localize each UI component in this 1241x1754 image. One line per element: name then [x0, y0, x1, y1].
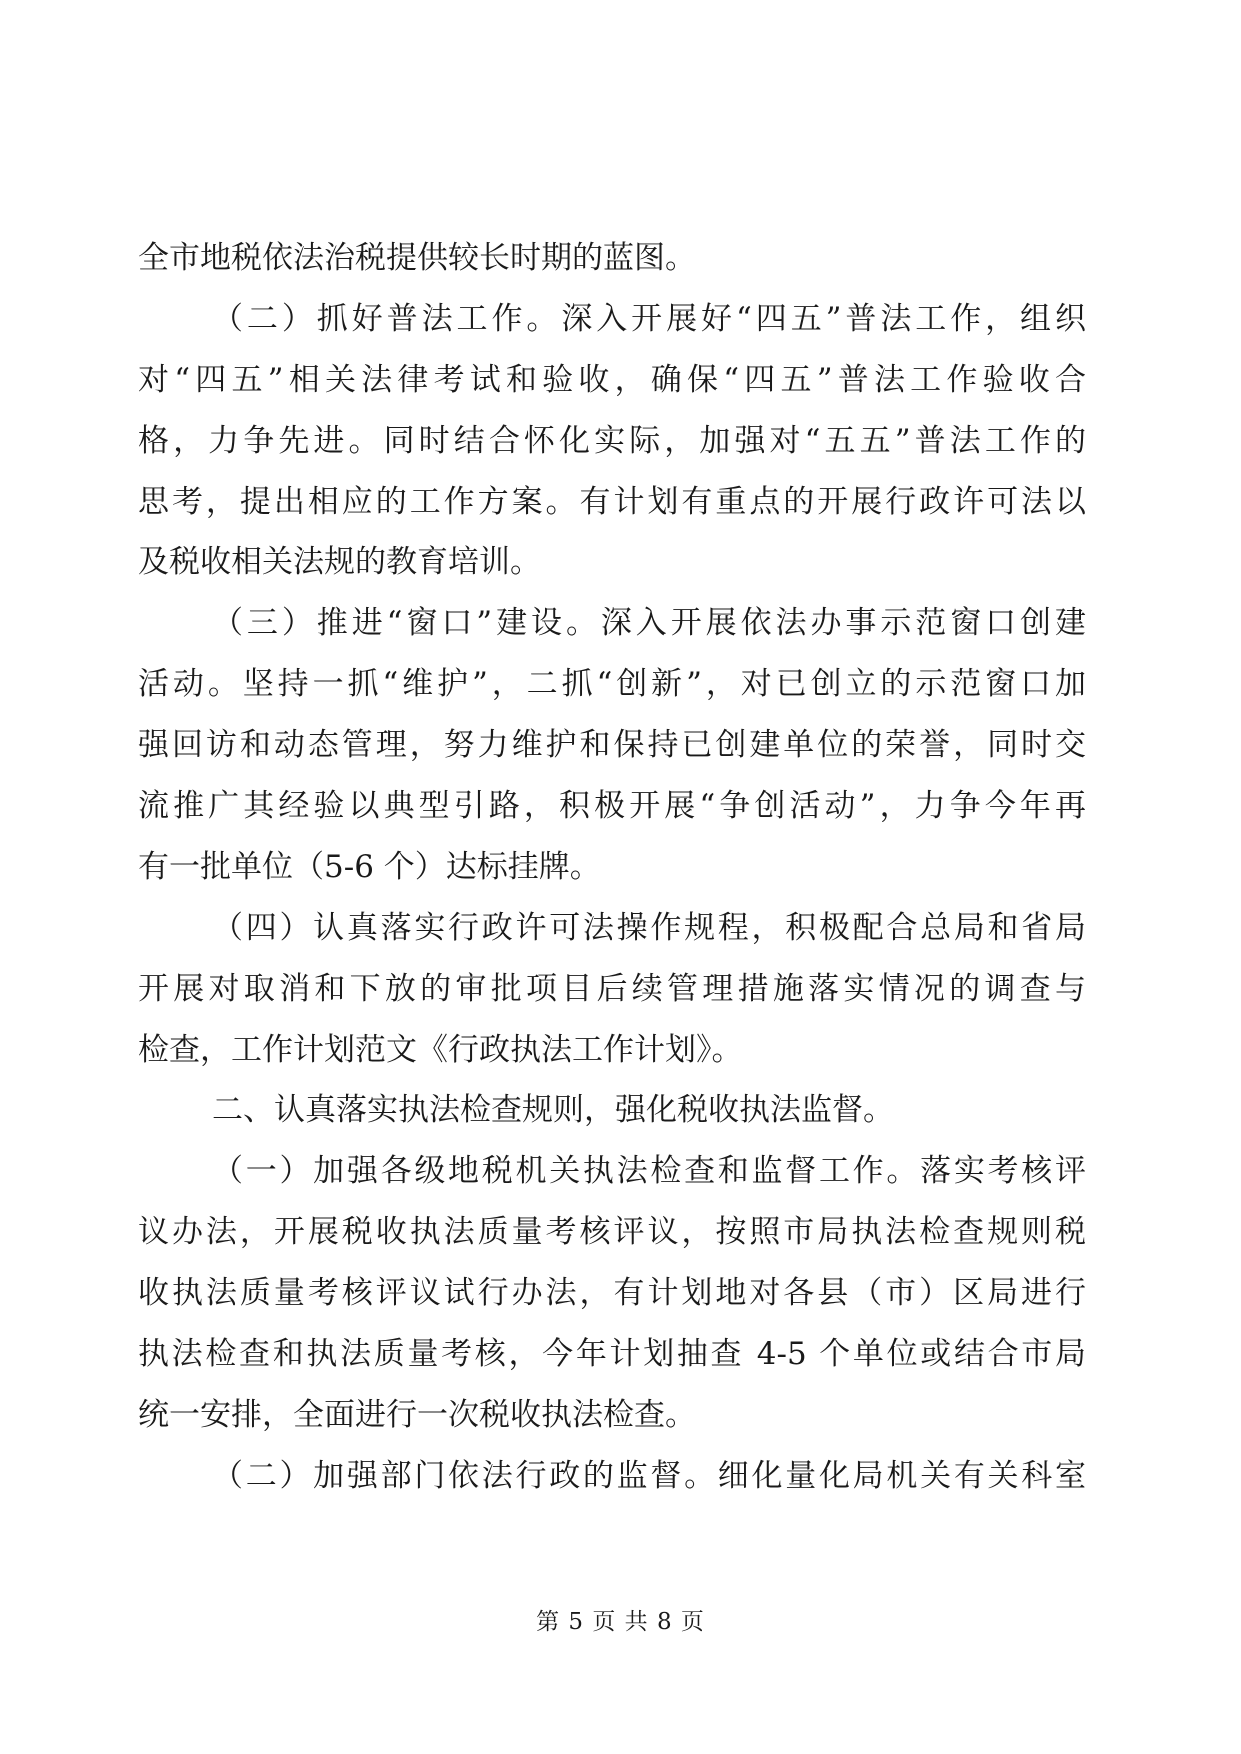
text-line: 活动。坚持一抓“维护”，二抓“创新”，对已创立的示范窗口加	[138, 666, 1086, 703]
text-line: 议办法，开展税收执法质量考核评议，按照市局执法检查规则税	[138, 1214, 1086, 1251]
text-line: （一）加强各级地税机关执法检查和监督工作。落实考核评	[212, 1153, 1086, 1190]
text-line: （四）认真落实行政许可法操作规程，积极配合总局和省局	[212, 909, 1086, 946]
text-line: 检查，工作计划范文《行政执法工作计划》。	[138, 1031, 743, 1068]
text-line: 收执法质量考核评议试行办法，有计划地对各县（市）区局进行	[138, 1275, 1086, 1312]
text-line: 及税收相关法规的教育培训。	[138, 544, 541, 581]
text-line: （三）推进“窗口”建设。深入开展依法办事示范窗口创建	[212, 605, 1086, 642]
text-line: 全市地税依法治税提供较长时期的蓝图。	[138, 240, 696, 276]
text-line: 思考，提出相应的工作方案。有计划有重点的开展行政许可法以	[138, 483, 1086, 520]
text-line: 执法检查和执法质量考核，今年计划抽查 4-5 个单位或结合市局	[138, 1336, 1086, 1373]
text-line: 对“四五”相关法律考试和验收，确保“四五”普法工作验收合	[138, 361, 1086, 398]
document-body	[138, 228, 1086, 1507]
text-line: 流推广其经验以典型引路，积极开展“争创活动”，力争今年再	[138, 788, 1086, 825]
text-line: 强回访和动态管理，努力维护和保持已创建单位的荣誉，同时交	[138, 727, 1086, 764]
text-line: 格，力争先进。同时结合怀化实际，加强对“五五”普法工作的	[138, 422, 1086, 459]
text-line: 统一安排，全面进行一次税收执法检查。	[138, 1396, 696, 1433]
page-footer	[0, 1606, 1241, 1638]
text-line: （二）加强部门依法行政的监督。细化量化局机关有关科室	[212, 1457, 1086, 1494]
page-number-label: 第 5 页 共 8 页	[536, 1609, 705, 1635]
section-heading: 二、认真落实执法检查规则，强化税收执法监督。	[212, 1092, 894, 1129]
text-line: 有一批单位（5-6 个）达标挂牌。	[138, 848, 601, 885]
text-line: （二）抓好普法工作。深入开展好“四五”普法工作，组织	[212, 300, 1086, 337]
text-line: 开展对取消和下放的审批项目后续管理措施落实情况的调查与	[138, 970, 1086, 1007]
